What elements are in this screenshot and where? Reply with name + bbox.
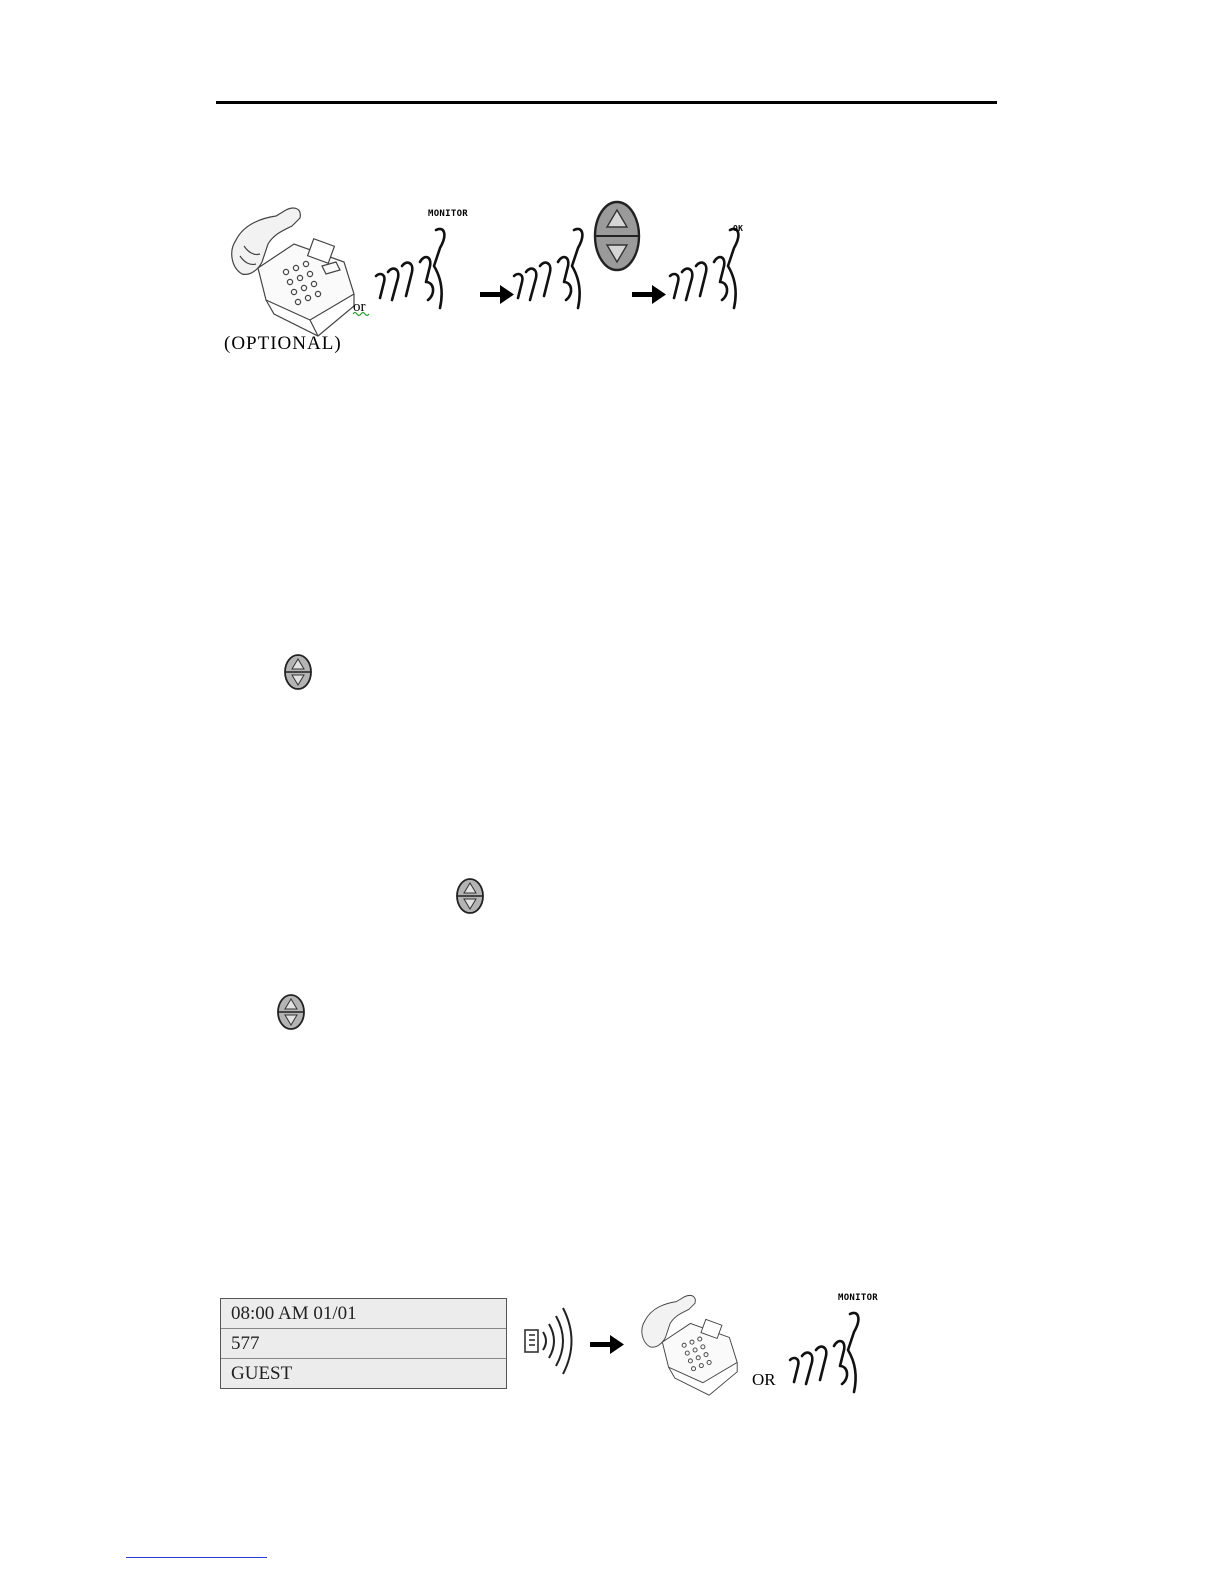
sound-wave-icon <box>543 1308 572 1374</box>
telephone-icon <box>642 1295 737 1395</box>
lcd-row-number: 577 <box>221 1329 506 1359</box>
or-label: OR <box>752 1370 776 1389</box>
up-down-scroll-button-icon <box>282 653 314 691</box>
optional-label: (OPTIONAL) <box>224 333 342 354</box>
arrow-icon <box>480 285 514 304</box>
ok-button-label: OK <box>733 224 744 233</box>
incoming-call-diagram <box>516 1284 896 1396</box>
press-hand-icon <box>514 229 582 308</box>
lcd-row-name: GUEST <box>231 1363 293 1384</box>
up-down-scroll-button-icon <box>454 877 486 915</box>
up-down-scroll-button-icon <box>275 993 307 1031</box>
or-label: or <box>353 299 366 315</box>
arrow-icon <box>590 1335 624 1354</box>
press-hand-icon <box>376 229 444 308</box>
monitor-button-label: MONITOR <box>428 209 469 219</box>
lcd-display <box>220 1298 507 1389</box>
footnote-rule <box>126 1557 267 1558</box>
up-down-scroll-button-icon <box>595 202 639 270</box>
monitor-button-label: MONITOR <box>838 1293 879 1303</box>
door-station-icon <box>525 1330 538 1352</box>
telephone-icon <box>232 208 354 336</box>
press-hand-icon <box>790 1313 858 1392</box>
header-rule <box>216 101 997 104</box>
lcd-row-datetime: 08:00 AM 01/01 <box>221 1299 506 1329</box>
arrow-icon <box>632 285 666 304</box>
press-hand-icon <box>670 229 738 308</box>
